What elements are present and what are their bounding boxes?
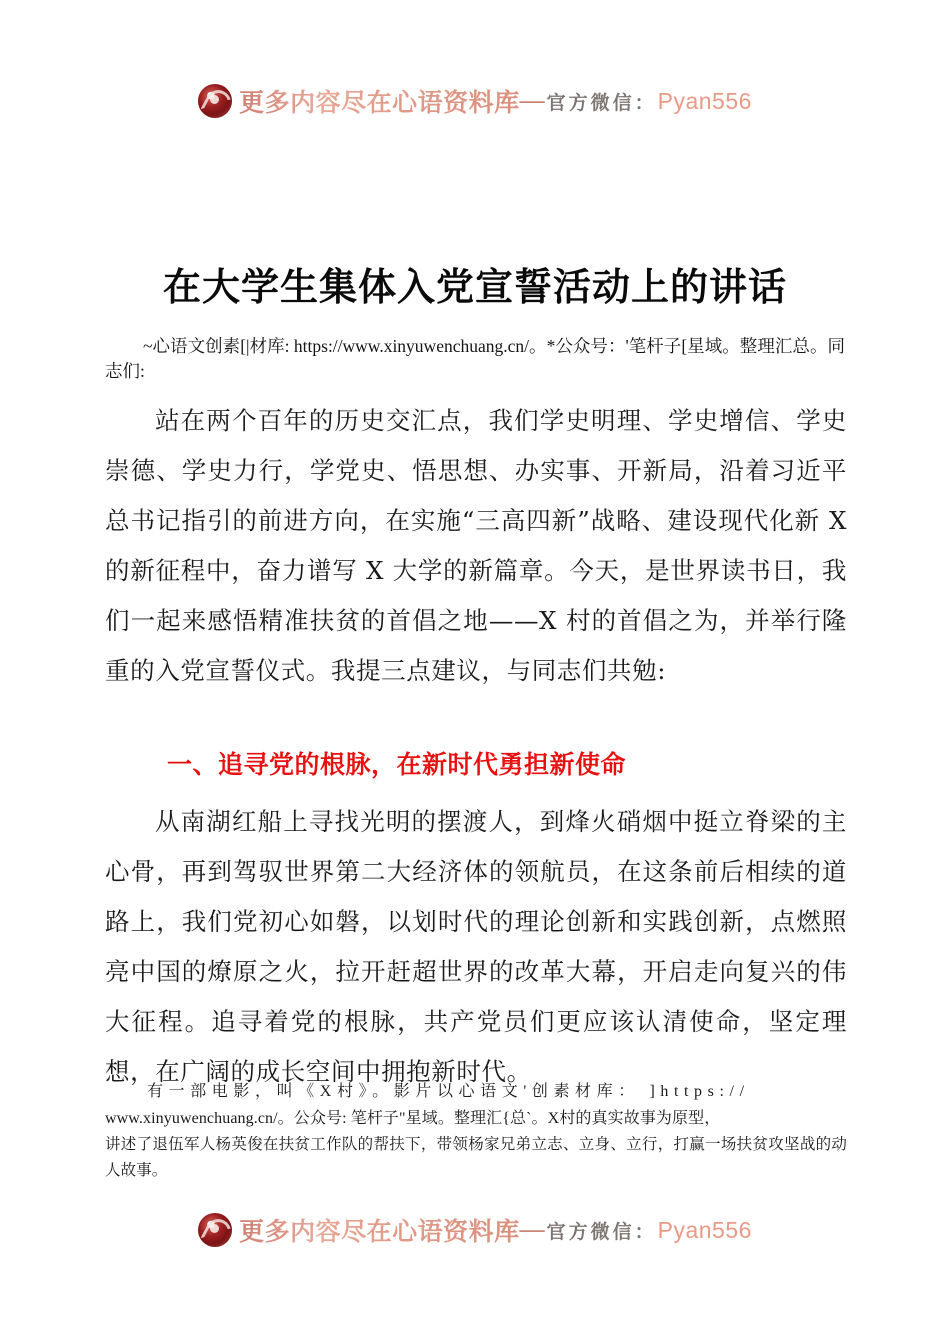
footnote-block xyxy=(105,1078,847,1184)
footnote-line-1: 有一部电影，叫《X村》。影片以心语文'创素材库： ]https:// xyxy=(147,1083,750,1100)
fish-emblem-icon xyxy=(198,84,232,118)
watermark-main-text: 更多内容尽在心语资料库 xyxy=(239,83,520,119)
watermark-wechat-id: Pyan556 xyxy=(657,1216,752,1243)
watermark-wechat-id: Pyan556 xyxy=(657,87,752,114)
source-attribution-line: ~心语文创素[|材库: https://www.xinyuwenchuang.cn/。*公众号：'笔杆子[星域。整理汇总。同志们: xyxy=(105,336,845,381)
watermark-sub-label: 官方微信： xyxy=(546,92,657,114)
section-heading-1: 一、追寻党的根脉，在新时代勇担新使命 xyxy=(167,751,627,779)
watermark-dash: — xyxy=(519,87,545,114)
fish-emblem-icon xyxy=(198,1213,232,1247)
watermark-main-text: 更多内容尽在心语资料库 xyxy=(239,1212,520,1248)
footnote-line-2: www.xinyuwenchuang.cn/。公众号: 笔杆子"星域。整理汇{总`。X村的真实故事为原型， xyxy=(105,1110,721,1127)
watermark-banner-bottom xyxy=(0,1212,950,1248)
page-title: 在大学生集体入党宣誓活动上的讲话 xyxy=(162,267,787,309)
watermark-banner-top xyxy=(0,83,950,119)
body-paragraph-1: 站在两个百年的历史交汇点，我们学史明理、学史增信、学史崇德、学史力行，学党史、悟思想、办实事、开新局，沿着习近平总书记指引的前进方向，在实施“三高四新”战略、建设现代化新 X 的新征程中，奋力谱写 X 大学的新篇章。今天，是世界读书日，我们一起来感悟精准扶贫的首倡之地——X 村的首倡之为，并举行隆重的入党宣誓仪式。我提三点建议，与同志们共勉: xyxy=(105,406,847,685)
footnote-line-3: 讲述了退伍军人杨英俊在扶贫工作队的帮扶下，带领杨家兄弟立志、立身、立行，打赢一场扶贫攻坚战的动人故事。 xyxy=(105,1136,847,1179)
watermark-dash: — xyxy=(519,1216,545,1243)
body-paragraph-2: 从南湖红船上寻找光明的摆渡人，到烽火硝烟中挺立脊梁的主心骨，再到驾驭世界第二大经济体的领航员，在这条前后相续的道路上，我们党初心如磐，以划时代的理论创新和实践创新，点燃照亮中国的燎原之火，拉开赶超世界的改革大幕，开启走向复兴的伟大征程。追寻着党的根脉，共产党员们更应该认清使命，坚定理想，在广阔的成长空间中拥抱新时代。 xyxy=(105,807,847,1086)
watermark-sub-label: 官方微信： xyxy=(546,1221,657,1243)
